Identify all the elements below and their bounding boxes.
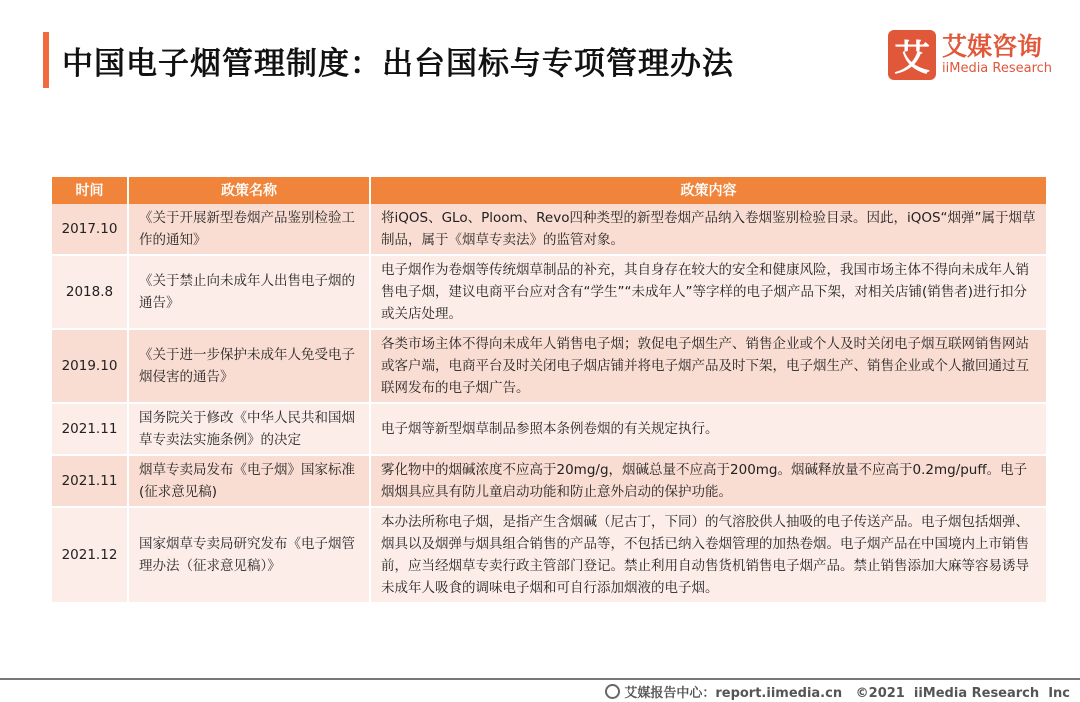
cell-content: 雾化物中的烟碱浓度不应高于20mg/g，烟碱总量不应高于200mg。烟碱释放量不应高于0.2mg/puff。电子烟烟具应具有防儿童启动功能和防止意外启动的保护功能。	[370, 455, 1047, 507]
cell-name: 《关于进一步保护未成年人免受电子烟侵害的通告》	[128, 329, 370, 403]
title-accent-bar	[43, 32, 49, 88]
col-header-time: 时间	[52, 177, 128, 204]
cell-name: 《关于开展新型卷烟产品鉴别检验工作的通知》	[128, 204, 370, 255]
cell-name: 国务院关于修改《中华人民共和国烟草专卖法实施条例》的决定	[128, 403, 370, 455]
cell-time: 2021.12	[52, 507, 128, 603]
cell-content: 将iQOS、GLo、Ploom、Revo四种类型的新型卷烟产品纳入卷烟鉴别检验目录。因此，iQOS“烟弹”属于烟草制品，属于《烟草专卖法》的监管对象。	[370, 204, 1047, 255]
cell-content: 本办法所称电子烟，是指产生含烟碱（尼古丁，下同）的气溶胶供人抽吸的电子传送产品。电子烟包括烟弹、烟具以及烟弹与烟具组合销售的产品等，不包括已纳入卷烟管理的加热卷烟。电子烟产品在中国境内上市销售前，应当经烟草专卖行政主管部门登记。禁止利用自动售货机销售电子烟产品。禁止销售添加大麻等容易诱导未成年人吸食的调味电子烟和可自行添加烟液的电子烟。	[370, 507, 1047, 603]
page-title: 中国电子烟管理制度：出台国标与专项管理办法	[62, 46, 734, 82]
cell-name: 烟草专卖局发布《电子烟》国家标准(征求意见稿)	[128, 455, 370, 507]
cell-content: 各类市场主体不得向未成年人销售电子烟；敦促电子烟生产、销售企业或个人及时关闭电子烟互联网销售网站或客户端，电商平台及时关闭电子烟店铺并将电子烟产品及时下架，电子烟生产、销售企业或个人撤回通过互联网发布的电子烟广告。	[370, 329, 1047, 403]
cell-content: 电子烟作为卷烟等传统烟草制品的补充，其自身存在较大的安全和健康风险，我国市场主体不得向未成年人销售电子烟，建议电商平台应对含有“学生”“未成年人”等字样的电子烟产品下架，对相关店铺(销售者)进行扣分或关店处理。	[370, 255, 1047, 329]
table-row	[52, 507, 1047, 603]
footer	[605, 682, 1070, 701]
table-row	[52, 329, 1047, 403]
cell-time: 2018.8	[52, 255, 128, 329]
cell-content: 电子烟等新型烟草制品参照本条例卷烟的有关规定执行。	[370, 403, 1047, 455]
table-row	[52, 255, 1047, 329]
logo-en: iiMedia Research	[942, 61, 1053, 76]
cell-name: 《关于禁止向未成年人出售电子烟的通告》	[128, 255, 370, 329]
table-row	[52, 455, 1047, 507]
cell-time: 2021.11	[52, 455, 128, 507]
col-header-content: 政策内容	[370, 177, 1047, 204]
cell-time: 2017.10	[52, 204, 128, 255]
table-row	[52, 403, 1047, 455]
logo-cn: 艾媒咨询	[942, 32, 1043, 61]
table-row	[52, 204, 1047, 255]
cell-time: 2019.10	[52, 329, 128, 403]
logo-mark: 艾	[888, 30, 936, 80]
col-header-name: 政策名称	[128, 177, 370, 204]
policy-table	[52, 177, 1048, 604]
footer-divider	[0, 678, 1080, 680]
cell-time: 2021.11	[52, 403, 128, 455]
cell-name: 国家烟草专卖局研究发布《电子烟管理办法（征求意见稿）》	[128, 507, 370, 603]
globe-icon	[605, 684, 620, 699]
iimedia-logo	[888, 30, 1052, 80]
footer-text: 艾媒报告中心：report.iimedia.cn ©2021 iiMedia Research Inc	[624, 686, 1070, 701]
